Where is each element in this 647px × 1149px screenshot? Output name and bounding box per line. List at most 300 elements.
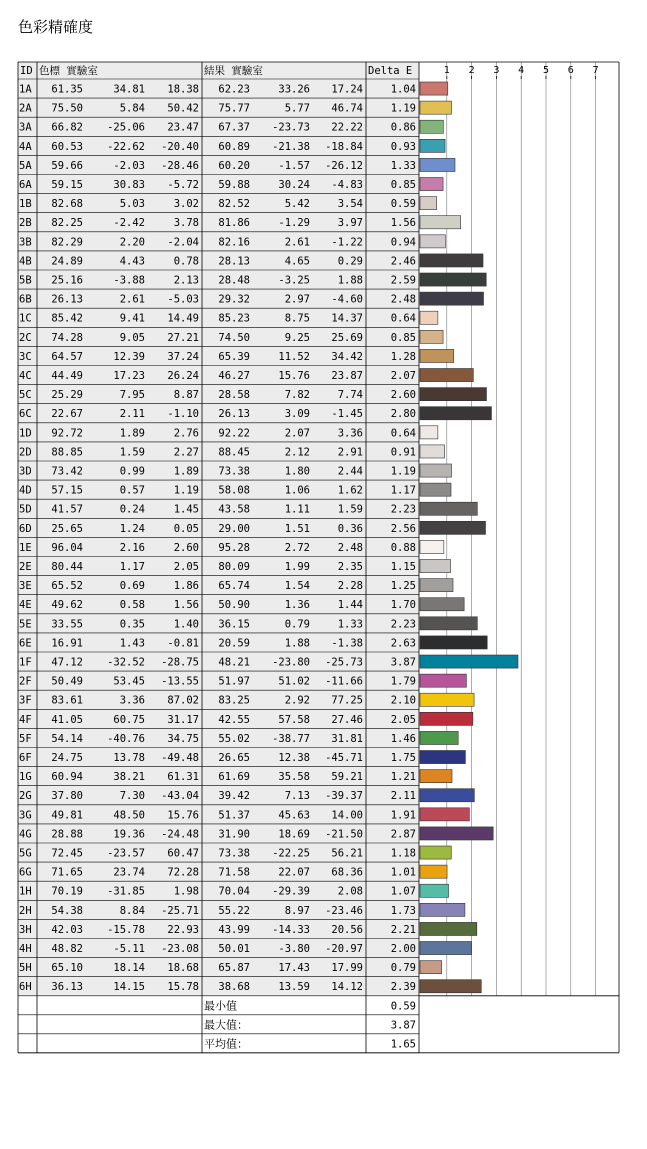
cell-ref-value: 0.24 [119, 503, 145, 516]
cell-id: 6H [19, 981, 32, 994]
cell-ref-value: 47.12 [51, 656, 83, 669]
cell-id: 1F [19, 656, 32, 669]
cell-ref-value: 1.86 [173, 580, 199, 593]
delta-e-bar [420, 292, 484, 305]
cell-ref-value: 9.05 [119, 331, 145, 344]
cell-result-value: 60.89 [218, 140, 250, 153]
cell-id: 5A [19, 159, 32, 172]
cell-ref-value: -40.76 [107, 732, 145, 745]
cell-result-value: -21.50 [325, 828, 363, 841]
cell-id: 5C [19, 389, 32, 402]
cell-delta-e: 0.91 [390, 446, 416, 459]
cell-ref-value: -3.88 [113, 274, 145, 287]
cell-result-value: 48.21 [218, 656, 250, 669]
cell-id: 2E [19, 561, 32, 573]
cell-delta-e: 2.87 [390, 828, 416, 841]
cell-ref-value: -13.55 [161, 675, 199, 688]
cell-delta-e: 1.25 [390, 580, 416, 593]
cell-result-value: 33.26 [278, 83, 310, 96]
cell-ref-value: 25.65 [51, 522, 83, 535]
cell-ref-value: 64.57 [51, 350, 83, 363]
cell-delta-e: 2.11 [390, 790, 416, 803]
cell-result-value: -45.71 [325, 752, 363, 764]
cell-delta-e: 1.70 [390, 599, 416, 612]
cell-id: 2F [19, 675, 32, 688]
summary-value: 1.65 [390, 1038, 416, 1051]
delta-e-bar [420, 197, 437, 210]
cell-result-value: 8.97 [284, 904, 310, 917]
cell-ref-value: 7.30 [119, 790, 145, 803]
cell-delta-e: 0.64 [390, 427, 416, 440]
cell-result-value: 15.76 [278, 370, 310, 382]
delta-e-bar [420, 693, 474, 706]
x-tick-label: 2 [468, 65, 475, 76]
cell-ref-value: 2.60 [173, 541, 199, 554]
cell-id: 6F [19, 752, 32, 764]
cell-id: 6D [19, 522, 32, 535]
cell-ref-value: 85.42 [51, 312, 83, 325]
cell-ref-value: 83.61 [51, 694, 83, 707]
cell-ref-value: 15.78 [167, 981, 199, 994]
cell-ref-value: 34.75 [167, 732, 199, 745]
cell-ref-value: -31.85 [107, 885, 145, 898]
cell-result-value: 65.39 [218, 350, 250, 363]
cell-id: 1G [19, 771, 32, 784]
x-tick-label: 6 [567, 65, 574, 76]
delta-e-bar [420, 483, 451, 496]
cell-delta-e: 0.86 [390, 121, 416, 134]
delta-e-bar [420, 617, 477, 630]
cell-id: 4E [19, 599, 32, 612]
cell-result-value: 2.48 [337, 541, 363, 554]
cell-delta-e: 1.73 [390, 904, 416, 917]
cell-delta-e: 1.01 [390, 866, 416, 879]
cell-result-value: 68.36 [331, 866, 363, 879]
cell-ref-value: 5.84 [119, 102, 145, 115]
cell-result-value: 20.56 [331, 923, 363, 936]
summary-label: 最小值 [204, 999, 237, 1013]
cell-ref-value: 5.03 [119, 198, 145, 211]
delta-e-bar [420, 540, 444, 553]
cell-id: 2G [19, 790, 32, 803]
cell-result-value: 2.92 [284, 694, 310, 707]
cell-ref-value: 22.93 [167, 923, 199, 936]
cell-result-value: -23.80 [272, 656, 310, 669]
cell-ref-value: 57.15 [51, 484, 83, 497]
cell-result-value: 1.88 [337, 274, 363, 287]
cell-ref-value: 38.21 [113, 771, 145, 784]
cell-delta-e: 3.87 [390, 656, 416, 669]
cell-result-value: -26.12 [325, 159, 363, 172]
cell-result-value: 62.23 [218, 83, 250, 96]
cell-ref-value: 37.24 [167, 350, 199, 363]
cell-ref-value: 23.47 [167, 121, 199, 134]
cell-delta-e: 2.00 [390, 943, 416, 955]
cell-result-value: 51.37 [218, 809, 250, 822]
delta-e-bar [420, 712, 473, 725]
cell-result-value: 2.08 [337, 885, 363, 898]
cell-ref-value: 1.43 [119, 637, 145, 650]
cell-delta-e: 2.21 [390, 923, 416, 936]
cell-result-value: 29.32 [218, 293, 250, 306]
summary-label: 最大值： [204, 1018, 248, 1032]
cell-delta-e: 2.05 [390, 713, 416, 726]
cell-result-value: 34.42 [331, 350, 363, 363]
delta-e-bar [420, 655, 518, 668]
cell-result-value: 26.13 [218, 408, 250, 421]
cell-result-value: 11.52 [278, 350, 310, 363]
cell-ref-value: 1.59 [119, 446, 145, 459]
cell-delta-e: 1.33 [390, 159, 416, 172]
cell-ref-value: 60.47 [167, 847, 199, 860]
cell-ref-value: 72.45 [51, 847, 83, 860]
cell-result-value: 3.54 [337, 198, 363, 211]
cell-ref-value: 2.76 [173, 427, 199, 440]
cell-ref-value: 12.39 [113, 350, 145, 363]
cell-id: 2D [19, 446, 32, 459]
delta-e-bar [420, 560, 451, 573]
cell-result-value: 1.80 [284, 465, 310, 478]
delta-e-bar [420, 388, 486, 401]
cell-ref-value: 1.89 [119, 427, 145, 440]
cell-delta-e: 1.21 [390, 771, 416, 784]
cell-result-value: 55.22 [218, 904, 250, 917]
cell-ref-value: 27.21 [167, 331, 199, 344]
cell-result-value: 83.25 [218, 694, 250, 707]
cell-delta-e: 2.48 [390, 293, 416, 306]
x-tick-label: 7 [592, 65, 599, 76]
cell-id: 4F [19, 713, 32, 726]
cell-id: 2A [19, 102, 32, 115]
cell-id: 4C [19, 370, 32, 382]
cell-result-value: 17.99 [331, 962, 363, 975]
cell-ref-value: 19.36 [113, 828, 145, 841]
cell-ref-value: 2.13 [173, 274, 199, 287]
cell-delta-e: 2.23 [390, 503, 416, 516]
delta-e-bar [420, 445, 445, 458]
cell-result-value: 70.04 [218, 885, 250, 898]
cell-ref-value: -5.11 [113, 943, 145, 955]
cell-id: 3A [19, 121, 32, 134]
cell-ref-value: 41.57 [51, 503, 83, 516]
cell-ref-value: 28.88 [51, 828, 83, 841]
delta-e-bar [420, 770, 452, 783]
cell-result-value: 5.77 [284, 102, 310, 115]
cell-result-value: 4.65 [284, 255, 310, 268]
cell-result-value: 25.69 [331, 331, 363, 344]
cell-ref-value: -15.78 [107, 923, 145, 936]
cell-result-value: 60.20 [218, 159, 250, 172]
cell-id: 6G [19, 866, 32, 879]
cell-ref-value: 75.50 [51, 102, 83, 115]
cell-delta-e: 1.46 [390, 732, 416, 745]
cell-ref-value: -28.46 [161, 159, 199, 172]
cell-result-value: 81.86 [218, 217, 250, 230]
cell-result-value: -38.77 [272, 732, 310, 745]
cell-result-value: 85.23 [218, 312, 250, 325]
cell-delta-e: 1.04 [390, 83, 416, 96]
cell-result-value: 2.44 [337, 465, 363, 478]
cell-result-value: 7.74 [337, 389, 363, 402]
delta-e-bar [420, 216, 461, 229]
cell-result-value: 14.00 [331, 809, 363, 822]
cell-ref-value: 23.74 [113, 866, 145, 879]
cell-id: 4A [19, 140, 32, 153]
cell-result-value: 1.44 [337, 599, 363, 612]
delta-e-bar [420, 579, 453, 592]
cell-ref-value: 2.11 [119, 408, 145, 421]
cell-ref-value: 26.13 [51, 293, 83, 306]
cell-result-value: 0.29 [337, 255, 363, 268]
cell-ref-value: 60.53 [51, 140, 83, 153]
cell-ref-value: 82.68 [51, 198, 83, 211]
cell-result-value: 1.33 [337, 618, 363, 631]
cell-result-value: 92.22 [218, 427, 250, 440]
delta-e-bar [420, 827, 493, 840]
cell-ref-value: 1.56 [173, 599, 199, 612]
cell-ref-value: 0.58 [119, 599, 145, 612]
delta-e-bar [420, 369, 473, 382]
cell-ref-value: 80.44 [51, 561, 83, 573]
cell-id: 5E [19, 618, 32, 631]
delta-e-bar [420, 349, 454, 362]
delta-e-bar [420, 82, 448, 95]
cell-ref-value: 1.17 [119, 561, 145, 573]
cell-ref-value: -25.71 [161, 904, 199, 917]
cell-id: 2C [19, 331, 32, 344]
cell-result-value: -3.25 [278, 274, 310, 287]
cell-result-value: 77.25 [331, 694, 363, 707]
cell-ref-value: 24.89 [51, 255, 83, 268]
cell-result-value: 50.90 [218, 599, 250, 612]
cell-result-value: 82.16 [218, 236, 250, 249]
cell-id: 5G [19, 847, 32, 860]
cell-ref-value: 59.66 [51, 159, 83, 172]
cell-ref-value: 37.80 [51, 790, 83, 803]
cell-result-value: 73.38 [218, 465, 250, 478]
cell-ref-value: 42.03 [51, 923, 83, 936]
cell-ref-value: 18.14 [113, 962, 145, 975]
delta-e-bar [420, 464, 452, 477]
cell-id: 1A [19, 83, 32, 96]
cell-result-value: -25.73 [325, 656, 363, 669]
cell-result-value: 46.27 [218, 370, 250, 382]
cell-result-value: -1.22 [331, 236, 363, 249]
cell-ref-value: 87.02 [167, 694, 199, 707]
cell-delta-e: 1.19 [390, 102, 416, 115]
cell-ref-value: 74.28 [51, 331, 83, 344]
cell-ref-value: 2.27 [173, 446, 199, 459]
cell-delta-e: 0.59 [390, 198, 416, 211]
summary-value: 0.59 [390, 1000, 416, 1013]
cell-ref-value: 25.29 [51, 389, 83, 402]
cell-result-value: 45.63 [278, 809, 310, 822]
cell-ref-value: 44.49 [51, 370, 83, 382]
cell-ref-value: 13.78 [113, 752, 145, 764]
cell-result-value: -1.29 [278, 217, 310, 230]
cell-result-value: 59.21 [331, 771, 363, 784]
cell-id: 3C [19, 350, 32, 363]
cell-result-value: 2.97 [284, 293, 310, 306]
cell-id: 3H [19, 923, 32, 936]
header-result: 結果 實驗室 [204, 65, 263, 77]
cell-id: 3B [19, 236, 32, 249]
delta-e-bar [420, 521, 485, 534]
cell-result-value: -1.57 [278, 159, 310, 172]
cell-ref-value: 82.25 [51, 217, 83, 230]
cell-result-value: 13.59 [278, 981, 310, 994]
cell-ref-value: 65.52 [51, 580, 83, 593]
cell-result-value: 82.52 [218, 198, 250, 211]
cell-ref-value: 18.38 [167, 83, 199, 96]
cell-ref-value: 15.76 [167, 809, 199, 822]
cell-result-value: 28.58 [218, 389, 250, 402]
cell-ref-value: 2.16 [119, 541, 145, 554]
cell-ref-value: -5.03 [167, 293, 199, 306]
cell-delta-e: 0.88 [390, 541, 416, 554]
delta-e-bar [420, 961, 442, 974]
cell-result-value: 29.00 [218, 522, 250, 535]
cell-result-value: 28.48 [218, 274, 250, 287]
cell-result-value: 2.28 [337, 580, 363, 593]
delta-e-bar [420, 273, 486, 286]
cell-ref-value: 61.31 [167, 771, 199, 784]
cell-result-value: -39.37 [325, 790, 363, 803]
cell-ref-value: -28.75 [161, 656, 199, 669]
cell-ref-value: 54.14 [51, 732, 83, 745]
cell-ref-value: 0.05 [173, 522, 199, 535]
x-tick-label: 5 [542, 65, 550, 76]
cell-result-value: -20.97 [325, 943, 363, 955]
cell-ref-value: 33.55 [51, 618, 83, 631]
cell-id: 1E [19, 541, 32, 554]
cell-result-value: 1.51 [284, 522, 310, 535]
page-title: 色彩精確度 [18, 18, 94, 36]
delta-e-bar [420, 903, 465, 916]
cell-ref-value: 0.78 [173, 255, 199, 268]
cell-ref-value: 49.62 [51, 599, 83, 612]
cell-result-value: 8.75 [284, 312, 310, 325]
header-delta-e: Delta E [368, 65, 413, 77]
x-tick-label: 1 [443, 65, 450, 76]
cell-delta-e: 2.07 [390, 370, 416, 382]
cell-ref-value: 1.24 [119, 522, 145, 535]
cell-delta-e: 2.60 [390, 389, 416, 402]
cell-result-value: 17.24 [331, 83, 363, 96]
cell-ref-value: 92.72 [51, 427, 83, 440]
cell-result-value: 1.99 [284, 561, 310, 573]
cell-result-value: 7.13 [284, 790, 310, 803]
delta-e-bar [420, 426, 438, 439]
cell-result-value: 31.90 [218, 828, 250, 841]
cell-result-value: 88.45 [218, 446, 250, 459]
delta-e-bar [420, 922, 477, 935]
cell-ref-value: 4.43 [119, 255, 145, 268]
cell-result-value: 2.91 [337, 446, 363, 459]
cell-result-value: 1.59 [337, 503, 363, 516]
cell-id: 4B [19, 255, 32, 268]
cell-id: 5B [19, 274, 32, 287]
cell-result-value: 0.36 [337, 522, 363, 535]
cell-result-value: 67.37 [218, 121, 250, 134]
cell-delta-e: 2.59 [390, 274, 416, 287]
cell-delta-e: 2.10 [390, 694, 416, 707]
cell-delta-e: 0.94 [390, 236, 416, 249]
cell-result-value: 1.36 [284, 599, 310, 612]
cell-ref-value: 1.89 [173, 465, 199, 478]
cell-ref-value: 16.91 [51, 637, 83, 650]
delta-e-bar [420, 254, 483, 267]
cell-ref-value: 18.68 [167, 962, 199, 975]
cell-id: 2B [19, 217, 32, 230]
cell-ref-value: 65.10 [51, 962, 83, 975]
cell-ref-value: 8.84 [119, 904, 145, 917]
cell-result-value: -21.38 [272, 140, 310, 153]
delta-e-bar [420, 789, 474, 802]
cell-ref-value: 88.85 [51, 446, 83, 459]
delta-e-bar [420, 846, 451, 859]
cell-result-value: -29.39 [272, 885, 310, 898]
cell-delta-e: 2.63 [390, 637, 416, 650]
cell-result-value: 2.07 [284, 427, 310, 440]
delta-e-bar [420, 139, 445, 152]
cell-ref-value: -5.72 [167, 179, 199, 191]
cell-ref-value: 66.82 [51, 121, 83, 134]
cell-result-value: 1.62 [337, 484, 363, 497]
cell-result-value: 17.43 [278, 962, 310, 975]
cell-result-value: 51.97 [218, 675, 250, 688]
cell-result-value: 2.35 [337, 561, 363, 573]
cell-result-value: 9.25 [284, 331, 310, 344]
cell-delta-e: 2.23 [390, 618, 416, 631]
cell-delta-e: 0.64 [390, 312, 416, 325]
cell-ref-value: 2.61 [119, 293, 145, 306]
cell-id: 4G [19, 828, 32, 841]
cell-ref-value: 22.67 [51, 408, 83, 421]
cell-result-value: 43.99 [218, 923, 250, 936]
cell-result-value: 1.88 [284, 637, 310, 650]
cell-ref-value: -49.48 [161, 752, 199, 764]
cell-result-value: 61.69 [218, 771, 250, 784]
cell-result-value: 57.58 [278, 713, 310, 726]
cell-ref-value: 48.50 [113, 809, 145, 822]
cell-result-value: 5.42 [284, 198, 310, 211]
cell-result-value: -1.45 [331, 408, 363, 421]
cell-result-value: 30.24 [278, 179, 310, 191]
cell-ref-value: 3.02 [173, 198, 199, 211]
cell-result-value: 1.11 [284, 503, 310, 516]
cell-ref-value: -23.08 [161, 943, 199, 955]
cell-ref-value: 34.81 [113, 83, 145, 96]
cell-result-value: 50.01 [218, 943, 250, 955]
delta-e-bar [420, 178, 443, 191]
cell-delta-e: 0.85 [390, 179, 416, 191]
cell-ref-value: 49.81 [51, 809, 83, 822]
cell-ref-value: 71.65 [51, 866, 83, 879]
cell-ref-value: -2.42 [113, 217, 145, 230]
cell-ref-value: -22.62 [107, 140, 145, 153]
cell-ref-value: 14.15 [113, 981, 145, 994]
header-id: ID [20, 65, 33, 77]
cell-result-value: -22.25 [272, 847, 310, 860]
cell-id: 6C [19, 408, 32, 421]
cell-id: 6A [19, 179, 32, 191]
cell-id: 1D [19, 427, 32, 440]
cell-delta-e: 2.56 [390, 522, 416, 535]
cell-result-value: 23.87 [331, 370, 363, 382]
cell-ref-value: 41.05 [51, 713, 83, 726]
cell-ref-value: 1.40 [173, 618, 199, 631]
